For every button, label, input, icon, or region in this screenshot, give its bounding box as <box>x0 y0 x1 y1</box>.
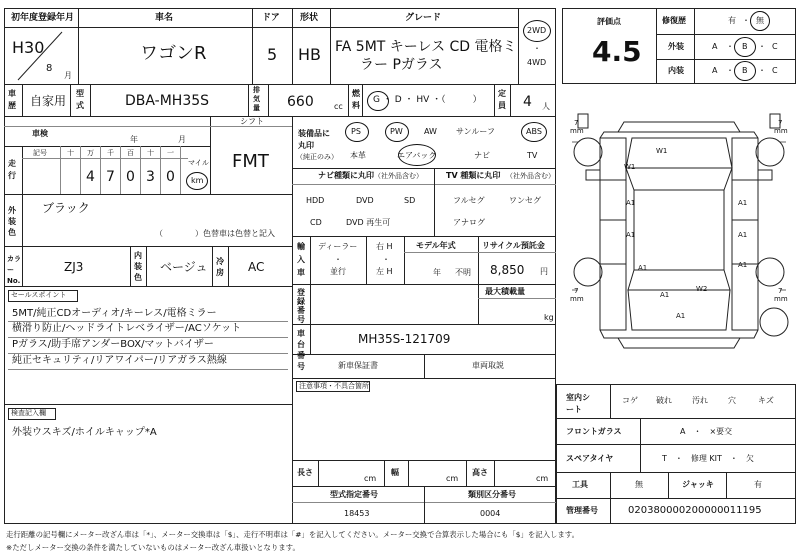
damage-mark: A1 <box>626 199 636 207</box>
sales-point-line: 5MT/純正CDオーディオ/キーレス/電格ミラー <box>12 308 217 319</box>
import-dealer: ディーラー <box>318 242 358 251</box>
warranty-label: 新車保証書 <box>338 361 378 370</box>
int-grade-dot: ・ <box>726 66 734 75</box>
shift-value: FMT <box>232 151 269 172</box>
navi-title: ナビ種類に丸印 <box>318 171 374 180</box>
equip-leather: 本革 <box>350 151 366 160</box>
sales-point-line: Pガラス/助手席アンダーBOX/マットバイザー <box>12 339 214 350</box>
model-year-unit: 年 <box>433 268 441 277</box>
classification-label: 類別区分番号 <box>468 490 516 499</box>
height-unit: cm <box>536 474 549 483</box>
shaken-label: 車検 <box>32 129 48 138</box>
navi-dvd-play: DVD 再生可 <box>346 218 391 227</box>
door-count: 5 <box>267 45 278 64</box>
import-dot: ・ <box>334 255 342 264</box>
damage-mark: A1 <box>676 312 686 320</box>
first-reg-month: 8 <box>46 63 53 74</box>
mgmt-number-value: 020380000200000011195 <box>628 505 762 516</box>
equipment-sub-label: （純正のみ） <box>296 153 338 161</box>
mileage-unit-km: km <box>191 176 204 185</box>
max-load-unit: kg <box>544 313 554 322</box>
height-label: 高さ <box>472 468 488 477</box>
tire-rr-unit: mm <box>774 295 788 303</box>
first-reg-month-unit: 月 <box>64 71 72 80</box>
ext-grade-dot2: ・ <box>758 42 766 51</box>
digit-label-3: 百 <box>127 149 134 157</box>
repair-label: 修復歴 <box>662 16 686 25</box>
capacity-unit: 人 <box>542 102 550 111</box>
max-load-label: 最大積載量 <box>485 287 525 296</box>
type-label: 型式 <box>76 89 84 110</box>
car-condition-diagram <box>562 100 796 370</box>
tire-rl-unit: mm <box>570 295 584 303</box>
tv-title: TV 種類に丸印 <box>446 171 501 180</box>
exterior-color-value: ブラック <box>42 201 90 215</box>
sales-points-label: セールスポイント <box>11 291 67 299</box>
tools-value: 無 <box>635 480 643 489</box>
usage-value: 自家用 <box>30 94 67 108</box>
equip-airbag: エアバック <box>397 151 437 160</box>
tools-label: 工具 <box>572 480 588 489</box>
grade-line-2: ラー Pガラス <box>360 57 443 73</box>
sales-point-line: 横滑り防止/ヘッドライトレベライザー/ACソケット <box>12 323 242 334</box>
first-reg-label: 初年度登録年月 <box>11 13 75 23</box>
equip-abs: ABS <box>526 127 542 136</box>
digit-label-0: 十 <box>67 149 74 157</box>
int-grade-a: A <box>712 66 718 75</box>
tire-fr-depth: 7 <box>778 119 783 127</box>
grade-line-1: FA 5MT キーレス CD 電格ミ <box>335 39 517 55</box>
first-reg-era: H30 <box>12 38 45 57</box>
navi-sd: SD <box>404 196 416 205</box>
repair-dot: ・ <box>742 16 750 25</box>
seat-label: 室内シート <box>566 393 590 414</box>
damage-mark: W2 <box>696 285 708 293</box>
tire-fl-unit: mm <box>570 127 584 135</box>
main-sheet <box>4 8 556 524</box>
equip-ps: PS <box>351 127 361 136</box>
drive-2wd: 2WD <box>527 26 547 35</box>
ext-grade-dot: ・ <box>726 42 734 51</box>
cc-unit: cc <box>334 102 343 111</box>
color-code-label: カラーNo. <box>7 255 21 285</box>
seat-tear: 破れ <box>656 396 672 405</box>
digit-label-4: 十 <box>147 149 154 157</box>
windshield-label: フロントガラス <box>566 427 622 436</box>
notes-label: 注意事項・不具合箇所 <box>299 382 369 390</box>
mileage-digit: 4 <box>86 169 95 185</box>
mileage-digit: 0 <box>126 169 135 185</box>
navi-hdd: HDD <box>306 196 325 205</box>
import-parallel: 並行 <box>330 267 346 276</box>
ext-grade-a: A <box>712 42 718 51</box>
tire-fl-depth: 7 <box>574 119 579 127</box>
tv-analog: アナログ <box>453 218 485 227</box>
drive-dot: ・ <box>533 44 541 53</box>
seat-burn: コゲ <box>622 396 638 405</box>
damage-mark: W1 <box>624 163 636 171</box>
capacity-value: 4 <box>523 94 532 110</box>
jack-value: 有 <box>754 480 762 489</box>
mileage-digit: 7 <box>106 169 115 185</box>
chassis-label: 車台番号 <box>297 329 305 371</box>
sales-point-line: 純正セキュリティ/リアワイパー/リアガラス熱線 <box>12 355 227 366</box>
manual-label: 車両取説 <box>472 361 504 370</box>
mileage-symbol-label: 記号 <box>33 149 47 157</box>
damage-mark: A1 <box>738 199 748 207</box>
damage-mark: A1 <box>626 231 636 239</box>
door-label: ドア <box>262 13 280 23</box>
equip-aw: AW <box>424 127 437 136</box>
int-grade-b: B <box>742 66 748 75</box>
tv-note: （社外品含む） <box>506 172 555 180</box>
ext-grade-b: B <box>742 42 748 51</box>
tire-rl-depth: 7 <box>574 287 579 295</box>
seat-scratch: キズ <box>758 396 774 405</box>
shaken-year-unit: 年 <box>130 135 138 144</box>
paint-change-note: （ ）色替車は色替と記入 <box>155 229 275 238</box>
mileage-label: 走行 <box>8 159 16 180</box>
import-label: 輸入車 <box>297 242 305 277</box>
tv-oneseg: ワンセグ <box>509 196 541 205</box>
displacement-label: 排気量 <box>253 86 260 112</box>
damage-mark: W1 <box>656 147 668 155</box>
score-value: 4.5 <box>592 35 642 68</box>
mileage-digit: 0 <box>166 169 175 185</box>
digit-label-1: 万 <box>87 149 94 157</box>
recycle-unit: 円 <box>540 267 548 276</box>
model-name: ワゴンR <box>140 43 207 64</box>
displacement-value: 660 <box>287 94 314 110</box>
fuel-label: 燃料 <box>352 89 360 110</box>
equipment-label: 装備品に丸印 <box>298 129 330 150</box>
ext-grade-c: C <box>772 42 778 51</box>
digit-label-5: 一 <box>167 149 174 157</box>
interior-color-label: 内装色 <box>134 251 142 282</box>
interior-grade-label: 内装 <box>668 66 684 75</box>
recycle-label: リサイクル預託金 <box>482 241 545 250</box>
equip-tv: TV <box>527 151 538 160</box>
grade-label: グレード <box>405 13 442 23</box>
ac-label: 冷房 <box>216 257 224 277</box>
equip-navi: ナビ <box>474 151 490 160</box>
classification-value: 0004 <box>480 509 501 518</box>
exterior-color-label: 外装色 <box>8 206 16 237</box>
interior-color-value: ベージュ <box>160 260 208 274</box>
capacity-label: 定員 <box>498 89 506 110</box>
shape-label: 形状 <box>300 13 319 23</box>
handle-dot: ・ <box>382 255 390 264</box>
type-designation-label: 型式指定番号 <box>330 490 378 499</box>
inspector-note: 外装ウスキズ/ホイルキャップ*A <box>12 427 157 438</box>
type-designation-value: 18453 <box>344 509 370 518</box>
digit-label-2: 千 <box>107 149 114 157</box>
int-grade-dot2: ・ <box>758 66 766 75</box>
equip-pw: PW <box>390 127 403 136</box>
type-code: DBA-MH35S <box>125 93 210 109</box>
navi-cd: CD <box>310 218 322 227</box>
color-code-value: ZJ3 <box>64 260 84 274</box>
repair-yes: 有 <box>728 16 736 25</box>
fuel-options: G ・ D ・ HV ・（ ） <box>373 95 482 105</box>
model-year-label: モデル年式 <box>416 241 456 250</box>
ac-value: AC <box>248 260 265 274</box>
inspector-label: 検査記入欄 <box>11 409 46 417</box>
length-label: 長さ <box>297 468 313 477</box>
exterior-grade-label: 外装 <box>668 42 684 51</box>
shift-label: シフト <box>240 117 264 126</box>
left-handle: 左 H <box>376 267 393 276</box>
right-handle: 右 H <box>376 242 393 251</box>
recycle-value: 8,850 <box>490 263 525 277</box>
chassis-value: MH35S-121709 <box>358 332 451 346</box>
damage-mark: A1 <box>738 261 748 269</box>
length-unit: cm <box>364 474 377 483</box>
spare-tire-options: T ・ 修理 KIT ・ 欠 <box>662 454 754 463</box>
width-label: 幅 <box>391 468 399 477</box>
model-year-unknown: 不明 <box>455 268 471 277</box>
model-label: 車名 <box>155 13 174 23</box>
tire-rr-depth: 7 <box>778 287 783 295</box>
mileage-unit-mile: マイル <box>188 159 209 167</box>
equip-sunroof: サンルーフ <box>456 127 495 136</box>
footer-note-1: 走行距離の記号欄にメーター改ざん車は「*」、メーター交換車は「$」、走行不明車は「#」を記入してください。メーター交換で合算表示した場合にも「$」を記入します。 <box>6 530 579 539</box>
damage-mark: A1 <box>738 231 748 239</box>
damage-mark: A1 <box>638 264 648 272</box>
repair-no: 無 <box>756 16 764 25</box>
mgmt-number-label: 管理番号 <box>566 506 598 515</box>
mileage-digit: 3 <box>146 169 155 185</box>
damage-mark: A1 <box>660 291 670 299</box>
footer-note-2: ※ただしメーター交換の条件を満たしていないものはメーター改ざん車扱いとなります。 <box>6 543 300 552</box>
usage-label: 車歴 <box>8 89 16 110</box>
score-label: 評価点 <box>597 17 621 26</box>
shaken-month-unit: 月 <box>178 135 186 144</box>
navi-dvd: DVD <box>356 196 374 205</box>
body-shape: HB <box>298 45 322 64</box>
drive-4wd: 4WD <box>527 58 547 67</box>
seat-hole: 穴 <box>728 396 736 405</box>
tv-fullseg: フルセグ <box>453 196 485 205</box>
width-unit: cm <box>446 474 459 483</box>
seat-dirt: 汚れ <box>692 396 708 405</box>
navi-note: （社外品含む） <box>374 172 423 180</box>
tire-fr-unit: mm <box>774 127 788 135</box>
windshield-options: A ・ ×要交 <box>680 427 733 436</box>
jack-label: ジャッキ <box>682 480 714 489</box>
reg-number-label: 登録番号 <box>297 288 305 324</box>
int-grade-c: C <box>772 66 778 75</box>
spare-tire-label: スペアタイヤ <box>566 454 614 463</box>
